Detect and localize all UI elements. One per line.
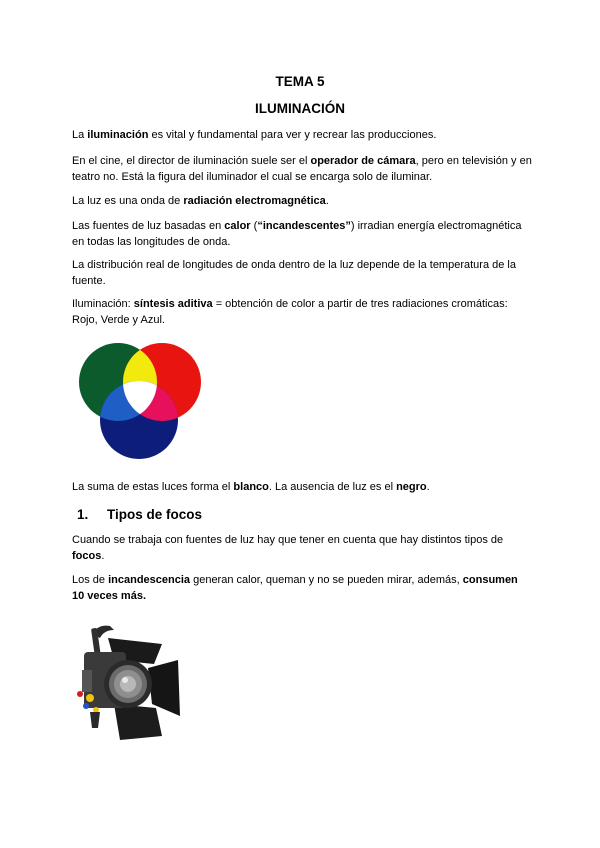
paragraph-3: La luz es una onda de radiación electromagnética.	[72, 195, 329, 207]
section-title: Tipos de focos	[107, 507, 203, 522]
paragraph-1: La iluminación es vital y fundamental para ver y recrear las producciones.	[72, 129, 437, 141]
document-title: TEMA 5	[275, 74, 325, 89]
paragraph-5: La distribución real de longitudes de onda dentro de la luz depende de la temperatura de la fuente.	[72, 259, 516, 287]
fresnel-spotlight-image	[70, 620, 188, 742]
section-paragraph-1: Cuando se trabaja con fuentes de luz hay que tener en cuenta que hay distintos tipos de focos.	[72, 534, 504, 562]
additive-color-diagram	[78, 342, 203, 460]
section-heading	[77, 507, 202, 522]
section-number: 1.	[77, 507, 89, 522]
paragraph-2: En el cine, el director de iluminación suele ser el operador de cámara, pero en televisión y en teatro no. Está la figura del iluminador el cual se encarga solo de iluminar.	[72, 155, 532, 183]
paragraph-4: Las fuentes de luz basadas en calor (“incandescentes”) irradian energía electromagnética en todas las longitudes de onda.	[72, 220, 522, 248]
paragraph-7: La suma de estas luces forma el blanco. La ausencia de luz es el negro.	[72, 481, 430, 493]
document-subtitle: ILUMINACIÓN	[255, 101, 345, 116]
paragraph-6: Iluminación: síntesis aditiva = obtención de color a partir de tres radiaciones cromáticas: Rojo, Verde y Azul.	[72, 298, 508, 326]
section-paragraph-2: Los de incandescencia generan calor, queman y no se pueden mirar, además, consumen 10 veces más.	[72, 574, 518, 602]
